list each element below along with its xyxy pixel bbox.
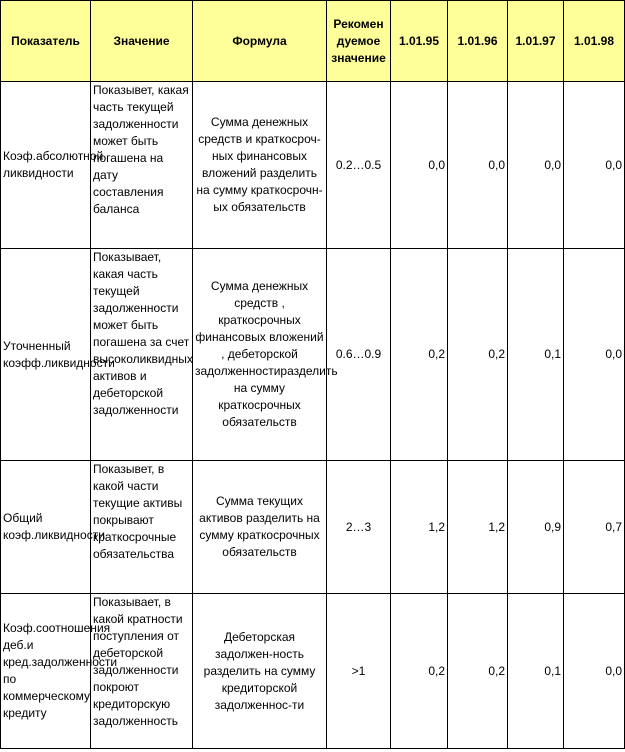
header-indicator: Показатель [1, 1, 91, 82]
indicator-name: Уточненный коэфф.ликвидности [1, 249, 91, 461]
header-period: 1.01.96 [448, 1, 508, 82]
header-recommended: Рекомен дуемое значение [327, 1, 391, 82]
period-value: 0,2 [391, 249, 448, 461]
period-value: 0,0 [391, 82, 448, 249]
period-value: 0,2 [391, 594, 448, 749]
recommended-value: 2…3 [327, 461, 391, 594]
period-value: 0,1 [508, 594, 564, 749]
table-row [1, 82, 625, 249]
indicator-name: Общий коэф.ликвидности [1, 461, 91, 594]
indicator-formula: Сумма денежных средств и краткосроч-ных финансовых вложений разделить на сумму краткосрочн-ых обязательств [193, 82, 327, 249]
period-value: 0,0 [564, 82, 625, 249]
indicator-description: Показывет, в какой части текущие активы покрывают краткосрочные обязательства [91, 461, 193, 594]
header-period: 1.01.95 [391, 1, 448, 82]
header-formula: Формула [193, 1, 327, 82]
indicator-formula: Дебеторская задолжен-ность разделить на сумму кредиторской задолженнос-ти [193, 594, 327, 749]
period-value: 0,7 [564, 461, 625, 594]
period-value: 0,1 [508, 249, 564, 461]
header-row [1, 1, 625, 82]
recommended-value: >1 [327, 594, 391, 749]
indicator-formula: Сумма текущих активов разделить на сумму краткосрочных обязательств [193, 461, 327, 594]
indicator-description: Показывает, в какой кратности поступления от дебеторской задолженности покроют кредиторскую задолженность [91, 594, 193, 749]
period-value: 0,2 [448, 594, 508, 749]
header-period: 1.01.98 [564, 1, 625, 82]
table-row [1, 249, 625, 461]
period-value: 0,9 [508, 461, 564, 594]
recommended-value: 0.6…0.9 [327, 249, 391, 461]
indicator-description: Показывает, какая часть текущей задолженности может быть погашена за счет высоколиквидных активов и дебеторской задолженности [91, 249, 193, 461]
period-value: 0,0 [508, 82, 564, 249]
recommended-value: 0.2…0.5 [327, 82, 391, 249]
table-row [1, 594, 625, 749]
period-value: 1,2 [448, 461, 508, 594]
period-value: 0,0 [564, 249, 625, 461]
period-value: 0,0 [564, 594, 625, 749]
period-value: 0,2 [448, 249, 508, 461]
indicator-formula: Сумма денежных средств , краткосрочных финансовых вложений , дебеторской задолженностиразделить на сумму краткосрочных обязательств [193, 249, 327, 461]
header-period: 1.01.97 [508, 1, 564, 82]
header-value: Значение [91, 1, 193, 82]
table-row [1, 461, 625, 594]
indicator-name: Коэф.соотношения деб.и кред.задолженности по коммерческому кредиту [1, 594, 91, 749]
indicator-name: Коэф.абсолютной ликвидности [1, 82, 91, 249]
period-value: 1,2 [391, 461, 448, 594]
indicator-description: Показывет, какая часть текущей задолженности может быть погашена на дату составления баланса [91, 82, 193, 249]
period-value: 0,0 [448, 82, 508, 249]
